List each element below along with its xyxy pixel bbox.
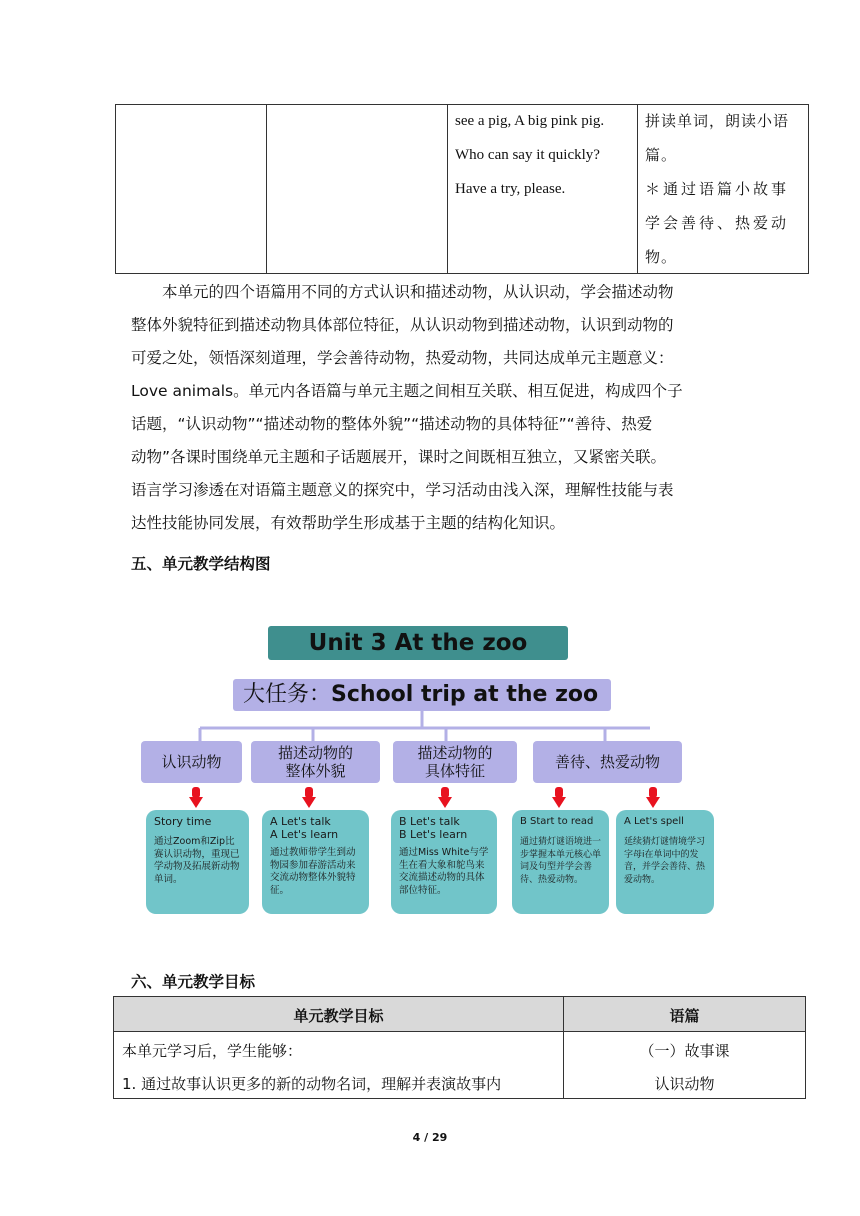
paragraph-line: 动物”各课时围绕单元主题和子话题展开，课时之间既相互独立，又紧密关联。 bbox=[131, 448, 667, 466]
big-task-banner bbox=[233, 679, 611, 711]
category-box bbox=[141, 741, 242, 783]
card-body: 通过教师带学生到动物园参加春游活动来交流动物整体外貌特征。 bbox=[270, 847, 356, 896]
paragraph-line: 话题，“认识动物”“描述动物的整体外貌”“描述动物的具体特征”“善待、热爱 bbox=[131, 415, 653, 433]
page-number: 4 / 29 bbox=[412, 1131, 448, 1144]
card-heading: Story time bbox=[154, 815, 212, 828]
section-heading-objectives: 六、单元教学目标 bbox=[131, 973, 256, 991]
lesson-card bbox=[146, 810, 249, 914]
section-heading-structure: 五、单元教学结构图 bbox=[131, 555, 271, 573]
header-text: 语篇 bbox=[669, 1007, 700, 1025]
down-arrow-icon bbox=[552, 787, 566, 809]
cell-line: see a pig, A big pink pig. bbox=[455, 113, 605, 129]
down-arrow-icon bbox=[189, 787, 203, 809]
paragraph-line: 可爱之处，领悟深刻道理，学会善待动物，热爱动物，共同达成单元主题意义： bbox=[131, 349, 674, 367]
text-topic: 认识动物 bbox=[654, 1075, 715, 1093]
cell-line: ＊通过语篇小故事 bbox=[645, 180, 790, 198]
card-heading: B Let's talk B Let's learn bbox=[399, 815, 468, 841]
paragraph-line: 本单元的四个语篇用不同的方式认识和描述动物，从认识动，学会描述动物 bbox=[162, 283, 674, 301]
cell-line: 拼读单词，朗读小语 bbox=[645, 112, 790, 130]
task-name: School trip at the zoo bbox=[331, 682, 599, 707]
card-heading: A Let's talk A Let's learn bbox=[270, 815, 339, 841]
text-type: （一）故事课 bbox=[639, 1042, 730, 1060]
lesson-card bbox=[512, 810, 609, 914]
unit-title-banner: Unit 3 At the zoo bbox=[268, 626, 568, 660]
category-label: 描述动物的 整体外貌 bbox=[277, 744, 353, 780]
cell-line: 篇。 bbox=[645, 146, 678, 164]
card-body: 延续猜灯谜情境学习字母i在单词中的发音，并学会善待、热爱动物。 bbox=[624, 837, 706, 885]
header-objectives: 单元教学目标 bbox=[293, 1007, 384, 1025]
down-arrow-icon bbox=[646, 787, 660, 809]
down-arrow-icon bbox=[302, 787, 316, 809]
cell-line: Who can say it quickly? bbox=[455, 147, 600, 163]
lesson-card bbox=[262, 810, 369, 914]
category-box bbox=[251, 741, 380, 783]
down-arrow-icon bbox=[438, 787, 452, 809]
card-body: 通过Miss White与学生在看大象和鸵鸟来交流描述动物的具体部位特征。 bbox=[399, 847, 489, 896]
objective-line: 1. 通过故事认识更多的新的动物名词，理解并表演故事内 bbox=[122, 1075, 502, 1093]
category-box bbox=[533, 741, 682, 783]
lesson-card bbox=[616, 810, 714, 914]
paragraph-line: 达性技能协同发展，有效帮助学生形成基于主题的结构化知识。 bbox=[131, 514, 566, 532]
card-body: 通过Zoom和Zip比赛认识动物，重现已学动物及拓展新动物单词。 bbox=[154, 836, 240, 885]
category-label: 描述动物的 具体特征 bbox=[417, 744, 493, 780]
paragraph-line: 整体外貌特征到描述动物具体部位特征，从认识动物到描述动物，认识到动物的 bbox=[131, 316, 674, 334]
objective-line: 本单元学习后，学生能够： bbox=[122, 1042, 303, 1060]
card-body: 通过猜灯谜语境进一步掌握本单元核心单词及句型并学会善待、热爱动物。 bbox=[520, 837, 602, 885]
paragraph-line: Love animals。单元内各语篇与单元主题之间相互关联、相互促进，构成四个子 bbox=[131, 382, 683, 400]
task-prefix: 大任务： bbox=[243, 682, 332, 707]
card-heading: A Let's spell bbox=[624, 816, 684, 827]
category-label: 认识动物 bbox=[161, 753, 222, 771]
paragraph-line: 语言学习渗透在对语篇主题意义的探究中，学习活动由浅入深，理解性技能与表 bbox=[131, 481, 674, 499]
cell-line: 物。 bbox=[645, 248, 678, 266]
category-label: 善待、热爱动物 bbox=[554, 753, 660, 771]
objectives-table bbox=[113, 996, 806, 1099]
cell-line: Have a try, please. bbox=[455, 181, 566, 197]
lesson-card bbox=[391, 810, 497, 914]
category-box bbox=[393, 741, 517, 783]
cell-line: 学会善待、热爱动 bbox=[645, 214, 790, 232]
card-heading: B Start to read bbox=[520, 816, 594, 827]
